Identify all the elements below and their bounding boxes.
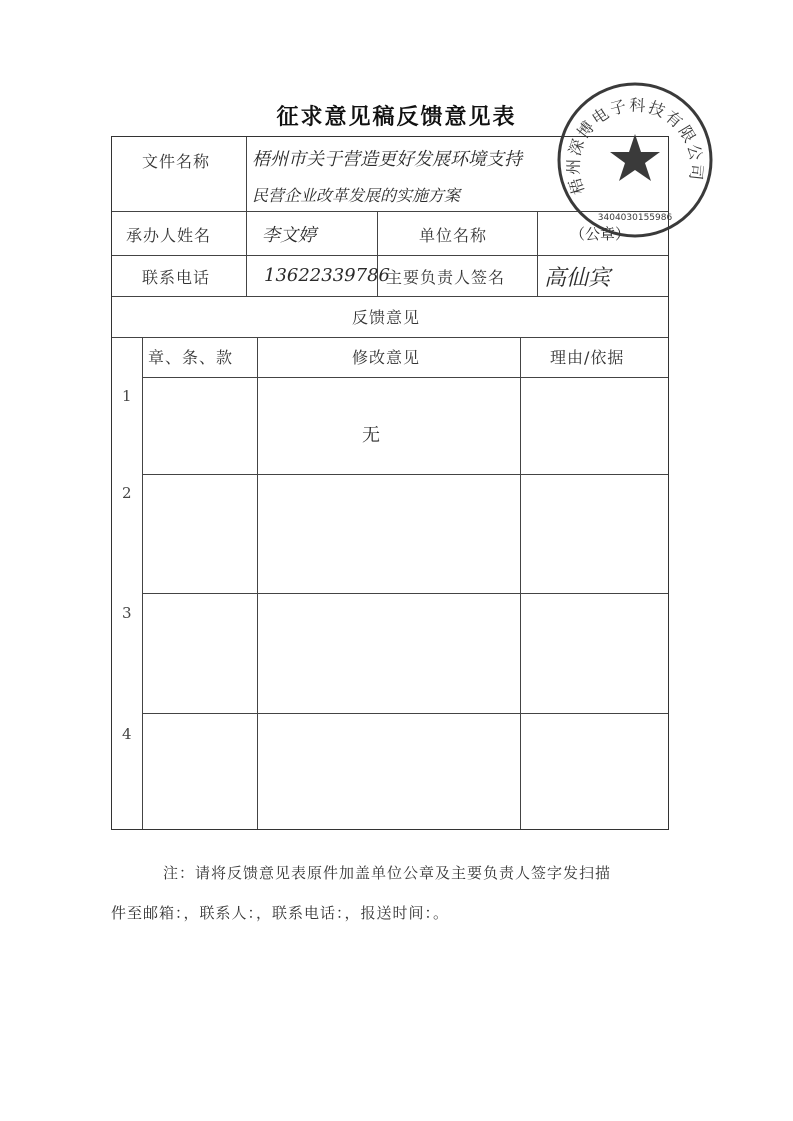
form-title: 征求意见稿反馈意见表: [276, 105, 517, 130]
row-divider: [142, 713, 668, 714]
footnote-line2: 件至邮箱：，联系人：，联系电话：，报送时间：。: [111, 904, 450, 922]
row-number: 4: [122, 725, 132, 743]
row-number: 3: [122, 604, 132, 622]
doc-name-value-line2: 民营企业改革发展的实施方案: [252, 186, 461, 205]
col-divider: [257, 337, 258, 829]
row-opinion: 无: [362, 425, 380, 446]
feedback-table: [111, 136, 669, 830]
company-seal: [555, 80, 715, 240]
col-reason-header: 理由/依据: [550, 348, 625, 367]
footnote-line1: 注：请将反馈意见表原件加盖单位公章及主要负责人签字发扫描: [163, 864, 612, 882]
star-icon: [610, 134, 660, 181]
row-divider: [142, 474, 668, 475]
row-divider: [112, 255, 668, 256]
phone-label: 联系电话: [142, 268, 211, 287]
row-divider: [142, 377, 668, 378]
handler-name-label: 承办人姓名: [126, 226, 212, 245]
seal-code: 3404030155986: [597, 213, 673, 223]
seal-text: 梧州深博电子科技有限公司: [563, 95, 707, 197]
col-opinion-header: 修改意见: [352, 348, 421, 367]
row-divider: [112, 296, 668, 297]
col-divider: [520, 337, 521, 829]
phone-value: 13622339786: [264, 265, 390, 286]
col-divider: [142, 337, 143, 829]
row-number: 2: [122, 484, 132, 502]
principal-sign-label: 主要负责人签名: [386, 268, 506, 287]
doc-name-value-line1: 梧州市关于营造更好发展环境支持: [252, 149, 522, 170]
feedback-section-heading: 反馈意见: [352, 308, 421, 327]
unit-seal-placeholder: （公章）: [570, 225, 631, 243]
principal-signature: 高仙宾: [544, 266, 611, 291]
row-number: 1: [122, 387, 132, 405]
doc-name-label: 文件名称: [142, 152, 211, 171]
col-clause-header: 章、条、款: [148, 348, 234, 367]
col-divider: [246, 137, 247, 296]
row-divider: [112, 337, 668, 338]
row-divider: [142, 593, 668, 594]
handler-name-value: 李文婷: [262, 225, 316, 246]
col-divider: [537, 211, 538, 296]
unit-name-label: 单位名称: [419, 226, 488, 245]
